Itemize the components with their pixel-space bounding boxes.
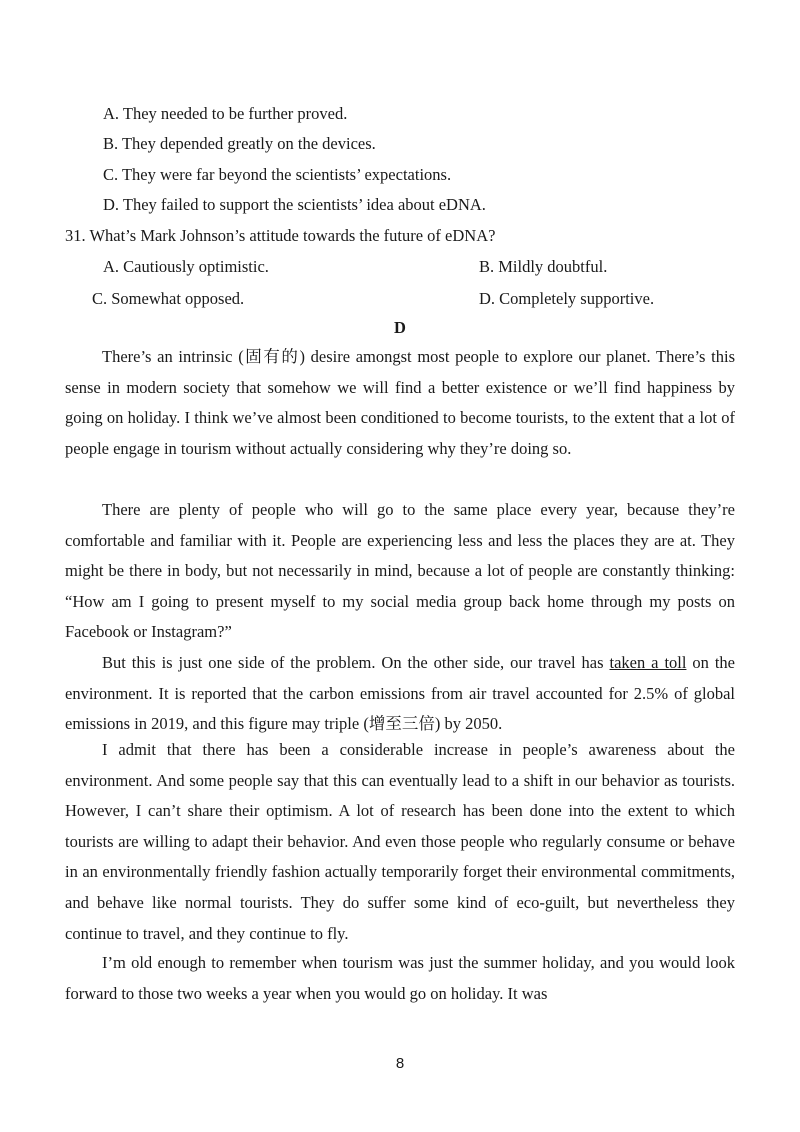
- q30-option-a: A. They needed to be further proved.: [103, 104, 348, 123]
- q30-option-d: D. They failed to support the scientists’ idea about eDNA.: [103, 195, 486, 214]
- passage-paragraph-1: There’s an intrinsic (固有的) desire amongst most people to explore our planet. There’s this sense in modern society that somehow we will find a better existence or we’ll find happiness by going on holiday. I think we’ve almost been conditioned to become tourists, to the extent that a lot of people engage in tourism without actually considering why they’re doing so.: [65, 347, 735, 458]
- passage-paragraph-4: I admit that there has been a considerable increase in people’s awareness about the environment. And some people say that this can eventually lead to a shift in our behavior as tourists. However, I can’t share their optimism. A lot of research has been done into the extent to which tourists are willing to adapt their behavior. And even those people who regularly consume or behave in an environmentally friendly fashion actually temporarily forget their environmental commitments, and behave like normal tourists. They do suffer some kind of eco-guilt, but nevertheless they continue to travel, and they continue to fly.: [65, 740, 735, 943]
- section-title: D: [394, 318, 406, 337]
- q30-option-b: B. They depended greatly on the devices.: [103, 134, 376, 153]
- q31-option-c: C. Somewhat opposed.: [92, 289, 245, 308]
- passage-paragraph-3: [65, 648, 735, 740]
- q31-stem: 31. What’s Mark Johnson’s attitude towards the future of eDNA?: [65, 226, 496, 245]
- passage-paragraph-5: I’m old enough to remember when tourism was just the summer holiday, and you would look forward to those two weeks a year when you would go on holiday. It was: [65, 953, 735, 1003]
- q30-option-c: C. They were far beyond the scientists’ expectations.: [103, 165, 452, 184]
- page-number: 8: [395, 1055, 405, 1072]
- passage-paragraph-2: There are plenty of people who will go to the same place every year, because they’re comfortable and familiar with it. People are experiencing less and less the places they are at. They might be there in body, but not necessarily in mind, because a lot of people are constantly thinking: “How am I going to present myself to my social media group back home through my posts on Facebook or Instagram?”: [65, 500, 735, 642]
- paragraph-3-text-after: on the environment. It is reported that the carbon emissions from air travel accounted for 2.5% of global emissions in 2019, and this figure may triple (增至三倍) by 2050.: [65, 653, 735, 734]
- q31-option-b: B. Mildly doubtful.: [479, 257, 608, 276]
- paragraph-3-text-before: But this is just one side of the problem. On the other side, our travel has: [102, 653, 610, 672]
- underlined-phrase: taken a toll: [609, 653, 687, 672]
- q31-option-a: A. Cautiously optimistic.: [103, 257, 269, 276]
- q31-option-d: D. Completely supportive.: [479, 289, 655, 308]
